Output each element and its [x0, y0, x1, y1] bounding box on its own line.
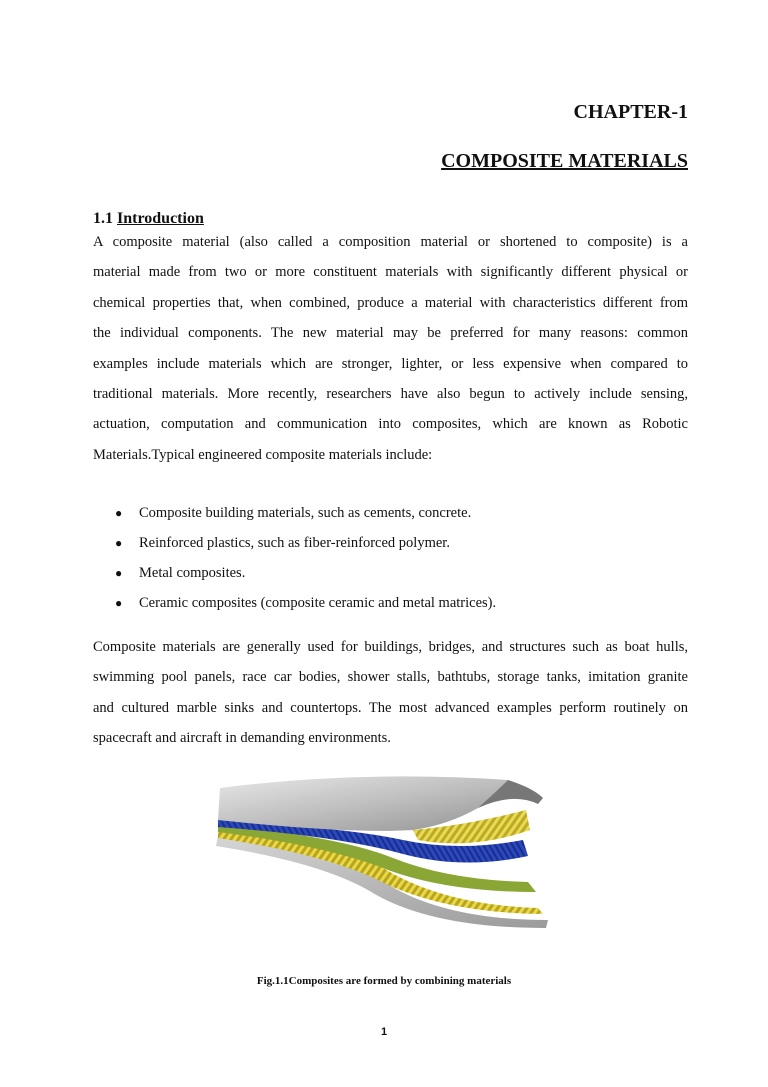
paragraph-line: material made from two or more constituent materials with significantly different physical or	[93, 264, 688, 281]
paragraph-line: the individual components. The new material may be preferred for many reasons: common	[93, 325, 688, 342]
chapter-label: CHAPTER-1	[573, 101, 688, 123]
figure-caption: Fig.1.1Composites are formed by combining materials	[256, 975, 512, 987]
bullet-icon: ●	[115, 506, 123, 520]
paragraph-line: A composite material (also called a composition material or shortened to composite) is a	[93, 234, 688, 250]
list-item: ● Composite building materials, such as cements, concrete.	[93, 498, 496, 528]
composite-layers-figure	[208, 770, 553, 930]
bullet-icon: ●	[115, 536, 123, 550]
paragraph-line: Composite materials are generally used for buildings, bridges, and structures such as boat hulls,	[93, 639, 688, 655]
paragraph-line: swimming pool panels, race car bodies, shower stalls, bathtubs, storage tanks, imitation granite	[93, 669, 688, 686]
list-item: ● Ceramic composites (composite ceramic and metal matrices).	[93, 588, 496, 618]
section-title: Introduction	[117, 210, 204, 227]
section-number: 1.1	[93, 210, 113, 227]
paragraph-line: and cultured marble sinks and countertops. The most advanced examples perform routinely on	[93, 699, 688, 716]
bullet-icon: ●	[115, 566, 123, 580]
section-heading	[93, 210, 204, 228]
applications-paragraph	[93, 632, 688, 754]
composite-layers-illustration	[208, 770, 553, 930]
paragraph-line: traditional materials. More recently, researchers have also begun to actively include sensing,	[93, 385, 688, 402]
chapter-title: COMPOSITE MATERIALS	[441, 150, 688, 172]
list-item: ● Reinforced plastics, such as fiber-reinforced polymer.	[93, 528, 496, 558]
paragraph-line: examples include materials which are stronger, lighter, or less expensive when compared to	[93, 355, 688, 372]
materials-bullet-list	[93, 498, 496, 618]
paragraph-line: spacecraft and aircraft in demanding environments.	[93, 730, 391, 747]
list-item: ● Metal composites.	[93, 558, 496, 588]
intro-paragraph	[93, 227, 688, 470]
paragraph-line: Materials.Typical engineered composite materials include:	[93, 446, 433, 463]
paragraph-line: chemical properties that, when combined, produce a material with characteristics different from	[93, 294, 688, 311]
paragraph-line: actuation, computation and communication into composites, which are known as Robotic	[93, 416, 688, 433]
page-number: 1	[380, 1026, 388, 1038]
bullet-icon: ●	[115, 596, 123, 610]
